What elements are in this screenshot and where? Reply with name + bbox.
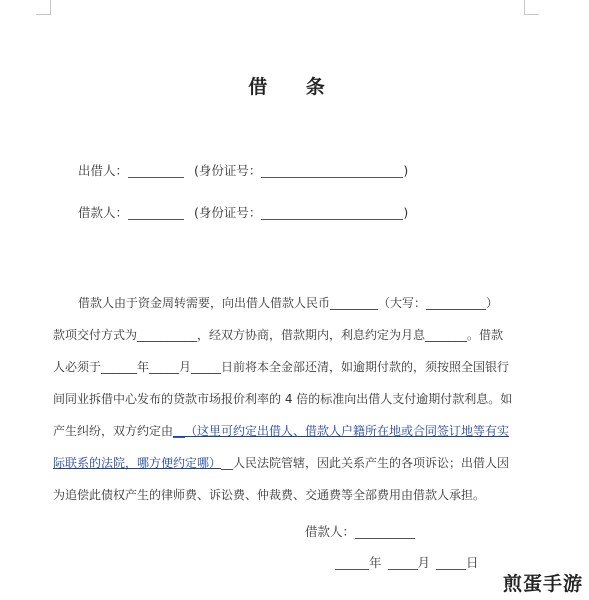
lender-id-label: (身份证号： (194, 163, 262, 178)
date-year-label: 年 (369, 555, 382, 570)
borrower-close-paren: ) (403, 205, 409, 220)
signature-blank[interactable] (355, 524, 415, 539)
date-month-label: 月 (417, 555, 431, 570)
paragraph-line: 人必须于______年_____月_____日前将本全金部还清，如逾期付款的，须按照全国银行 (53, 360, 510, 374)
loan-terms-paragraph (53, 287, 528, 511)
lender-row (78, 161, 408, 179)
date-row (335, 553, 479, 571)
document-title: 借 条 (248, 76, 341, 98)
lender-close-paren: ) (403, 163, 409, 178)
court-note-highlight: __（这里可约定出借人、借款人户籍所在地或合同签订地等有实 (173, 424, 510, 438)
borrower-label: 借款人： (78, 205, 129, 220)
paragraph-line: 为追偿此债权产生的律师费、诉讼费、仲裁费、交通费等全部费用由借款人承担。 (53, 488, 486, 502)
paragraph-line: 款项交付方式为__________，经双方协商，借款期内，利息约定为月息_______。借款 (53, 328, 504, 342)
lender-name-blank[interactable] (128, 163, 184, 178)
paragraph-text: __人民法院管辖，因此关系产生的各项诉讼；出借人因 (221, 456, 510, 470)
borrower-name-blank[interactable] (128, 205, 184, 220)
paragraph-line: 借款人由于资金周转需要，向出借人借款人民币________（大写：__________） (78, 296, 499, 310)
paragraph-text: 产生纠纷，双方约定由 (53, 424, 174, 438)
borrower-row (78, 203, 408, 221)
lender-id-blank[interactable] (261, 163, 403, 178)
court-note-highlight: 际联系的法院，哪方便约定哪） (53, 456, 222, 470)
date-year-blank[interactable] (335, 555, 369, 570)
lender-label: 出借人： (78, 163, 129, 178)
date-day-blank[interactable] (436, 555, 466, 570)
borrower-id-label: (身份证号： (194, 205, 262, 220)
paragraph-line (53, 415, 528, 447)
signature-label: 借款人： (305, 524, 356, 539)
page-corner-mark (36, 0, 51, 15)
site-watermark: 煎蛋手游 (502, 573, 583, 595)
paragraph-line: 间同业拆借中心发布的贷款市场报价利率的 4 倍的标准向出借人支付逾期付款利息。如 (53, 392, 513, 406)
date-day-label: 日 (466, 555, 479, 570)
date-month-blank[interactable] (388, 555, 418, 570)
paragraph-line (53, 447, 528, 479)
page-corner-mark (524, 0, 539, 15)
borrower-id-blank[interactable] (261, 205, 403, 220)
signature-row (305, 522, 415, 540)
